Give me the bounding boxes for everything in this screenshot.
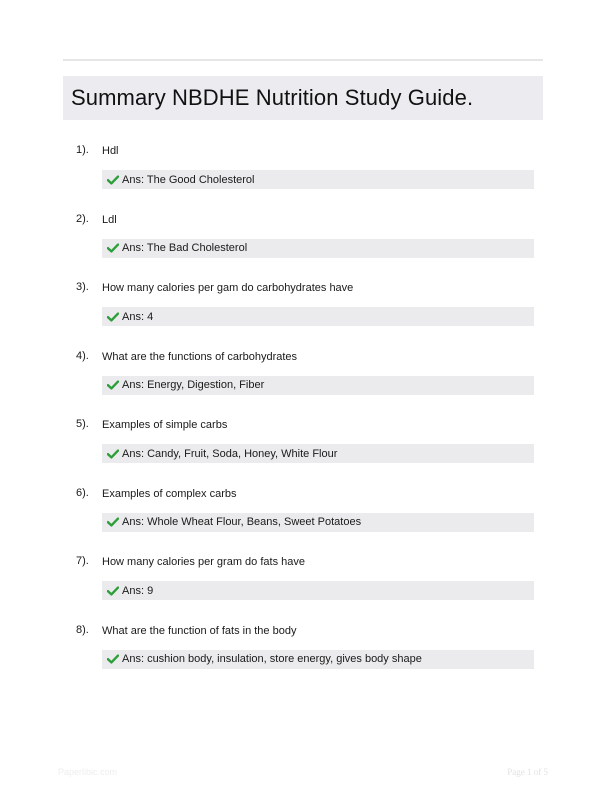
question-text: Hdl bbox=[102, 145, 119, 157]
question-number: 8). bbox=[76, 623, 89, 636]
question-text: Examples of simple carbs bbox=[102, 419, 228, 431]
page-indicator: Page 1 of 5 bbox=[507, 767, 548, 777]
page-title: Summary NBDHE Nutrition Study Guide. bbox=[71, 85, 474, 110]
question-item bbox=[0, 277, 606, 346]
check-icon bbox=[107, 517, 119, 527]
check-icon bbox=[107, 312, 119, 322]
answer-text: Ans: The Bad Cholesterol bbox=[122, 242, 248, 254]
question-text: How many calories per gam do carbohydrates have bbox=[102, 282, 354, 294]
check-icon bbox=[107, 243, 119, 253]
question-number: 2). bbox=[76, 212, 89, 225]
question-item bbox=[0, 551, 606, 620]
answer-box bbox=[102, 170, 534, 189]
question-number: 5). bbox=[76, 418, 89, 430]
answer-text: Ans: Energy, Digestion, Fiber bbox=[122, 379, 265, 391]
answer-box bbox=[102, 376, 534, 395]
question-item bbox=[0, 140, 606, 209]
question-item bbox=[0, 483, 606, 552]
answer-box bbox=[102, 650, 534, 669]
question-text: Ldl bbox=[102, 213, 117, 226]
answer-box bbox=[102, 513, 534, 532]
question-number: 7). bbox=[76, 555, 89, 567]
question-text: Examples of complex carbs bbox=[102, 487, 237, 500]
title-banner bbox=[63, 76, 543, 120]
check-icon bbox=[107, 380, 119, 390]
question-list bbox=[0, 140, 606, 688]
question-text: What are the functions of carbohydrates bbox=[102, 350, 298, 363]
question-item bbox=[0, 346, 606, 415]
question-item bbox=[0, 209, 606, 278]
question-text: How many calories per gram do fats have bbox=[102, 556, 305, 568]
footer-watermark: Paperlibic.com bbox=[58, 767, 118, 777]
answer-box bbox=[102, 239, 534, 258]
question-number: 4). bbox=[76, 349, 89, 362]
check-icon bbox=[107, 586, 119, 596]
answer-text: Ans: 4 bbox=[122, 310, 154, 323]
question-number: 6). bbox=[76, 486, 89, 499]
question-text: What are the function of fats in the body bbox=[102, 624, 297, 637]
top-divider bbox=[63, 59, 543, 61]
question-item bbox=[0, 620, 606, 689]
check-icon bbox=[107, 175, 119, 185]
answer-text: Ans: Whole Wheat Flour, Beans, Sweet Potatoes bbox=[122, 516, 362, 528]
check-icon bbox=[107, 654, 119, 664]
answer-text: Ans: 9 bbox=[122, 584, 154, 597]
question-item bbox=[0, 414, 606, 483]
question-number: 1). bbox=[76, 144, 89, 156]
check-icon bbox=[107, 449, 119, 459]
question-number: 3). bbox=[76, 281, 89, 293]
answer-box bbox=[102, 307, 534, 326]
answer-text: Ans: cushion body, insulation, store energy, gives body shape bbox=[122, 653, 422, 665]
answer-text: Ans: The Good Cholesterol bbox=[122, 173, 255, 186]
answer-text: Ans: Candy, Fruit, Soda, Honey, White Flour bbox=[122, 447, 338, 460]
answer-box bbox=[102, 444, 534, 463]
answer-box bbox=[102, 581, 534, 600]
